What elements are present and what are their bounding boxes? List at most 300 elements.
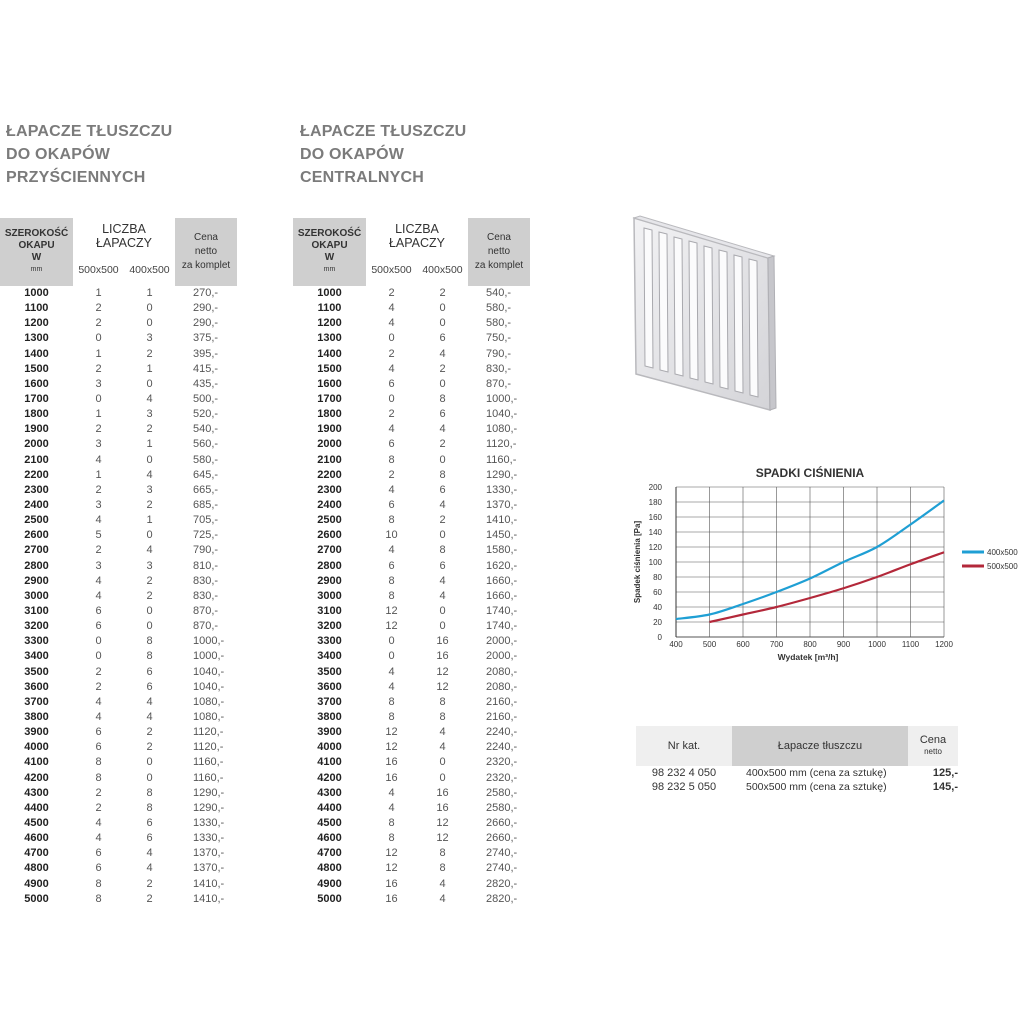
count-400x500: 8 xyxy=(146,635,153,648)
count-500x500: 3 xyxy=(95,499,102,512)
product-row xyxy=(636,780,958,794)
table-row xyxy=(0,331,237,346)
count-400x500: 3 xyxy=(146,332,153,345)
table-row xyxy=(0,437,237,452)
table-row xyxy=(293,301,530,316)
header-price-line1: Cena xyxy=(194,232,218,243)
count-400x500: 0 xyxy=(439,453,446,466)
count-400x500: 0 xyxy=(439,620,446,633)
hood-width: 3300 xyxy=(24,635,49,648)
y-tick-label: 80 xyxy=(653,573,662,582)
count-400x500: 8 xyxy=(439,711,446,723)
count-500x500: 0 xyxy=(95,332,102,345)
count-500x500: 8 xyxy=(388,514,395,527)
title-line: ŁAPACZE TŁUSZCZU xyxy=(300,123,467,140)
grease-filter-image xyxy=(628,212,778,412)
set-price: 1290,- xyxy=(486,468,518,481)
set-price: 1450,- xyxy=(486,529,518,542)
count-400x500: 4 xyxy=(439,726,446,739)
set-price: 1410,- xyxy=(193,877,225,890)
hood-width: 1100 xyxy=(24,302,49,315)
count-400x500: 4 xyxy=(439,423,446,436)
count-400x500: 4 xyxy=(439,574,446,587)
count-400x500: 16 xyxy=(436,635,449,648)
count-400x500: 4 xyxy=(146,862,153,875)
count-400x500: 0 xyxy=(439,771,446,784)
x-tick-label: 400 xyxy=(669,640,683,649)
count-400x500: 4 xyxy=(146,468,153,481)
header-width-line1: SZEROKOŚĆ xyxy=(4,228,69,239)
header-width-line1: SZEROKOŚĆ xyxy=(297,228,362,239)
count-500x500: 4 xyxy=(388,317,395,330)
count-500x500: 2 xyxy=(388,347,395,360)
count-400x500: 16 xyxy=(436,786,449,799)
set-price: 725,- xyxy=(193,529,219,542)
set-price: 2160,- xyxy=(486,711,518,723)
table-row xyxy=(0,801,237,816)
table-row xyxy=(0,574,237,589)
count-400x500: 4 xyxy=(146,847,153,860)
set-price: 830,- xyxy=(486,362,512,375)
table-row xyxy=(293,559,530,574)
count-500x500: 8 xyxy=(388,832,395,845)
count-500x500: 1 xyxy=(95,468,102,481)
set-price: 1160,- xyxy=(486,453,517,466)
set-price: 685,- xyxy=(193,499,219,512)
count-400x500: 0 xyxy=(146,453,153,466)
hood-width: 1300 xyxy=(317,332,342,345)
header-price-line3: za komplet xyxy=(474,260,524,271)
hood-width: 2600 xyxy=(24,529,49,542)
hood-width: 1900 xyxy=(24,423,49,436)
table-row xyxy=(0,407,237,422)
count-400x500: 4 xyxy=(439,892,446,905)
count-500x500: 16 xyxy=(385,771,398,784)
table-row xyxy=(0,695,237,710)
count-500x500: 2 xyxy=(388,287,395,300)
set-price: 870,- xyxy=(193,605,219,618)
table-row xyxy=(293,801,530,816)
hood-width: 3100 xyxy=(317,605,342,618)
count-500x500: 10 xyxy=(385,529,398,542)
title-line: PRZYŚCIENNYCH xyxy=(6,169,146,186)
table-row xyxy=(293,665,530,680)
count-400x500: 1 xyxy=(146,287,153,300)
hood-width: 1800 xyxy=(317,408,342,421)
set-price: 2000,- xyxy=(486,650,518,663)
set-price: 1040,- xyxy=(193,680,225,693)
product-table xyxy=(636,726,958,794)
hood-width: 1500 xyxy=(24,362,49,375)
set-price: 790,- xyxy=(486,347,512,360)
count-500x500: 4 xyxy=(95,832,102,845)
count-500x500: 4 xyxy=(95,589,102,602)
set-price: 2240,- xyxy=(486,741,518,754)
count-400x500: 0 xyxy=(146,771,153,784)
hood-width: 1000 xyxy=(317,287,342,300)
table-row xyxy=(293,892,530,907)
hood-width: 4200 xyxy=(24,771,49,784)
count-500x500: 12 xyxy=(385,862,398,875)
set-price: 1290,- xyxy=(193,801,225,814)
count-400x500: 0 xyxy=(146,377,153,390)
hood-width: 4300 xyxy=(24,786,49,799)
count-500x500: 2 xyxy=(95,680,102,693)
hood-width: 3100 xyxy=(24,605,49,618)
x-axis-ticks xyxy=(669,640,953,649)
product-row xyxy=(636,766,958,780)
table-row xyxy=(0,498,237,513)
set-price: 1080,- xyxy=(193,695,225,708)
chart-title: SPADKI CIŚNIENIA xyxy=(755,466,865,480)
hood-width: 2900 xyxy=(24,574,49,587)
table-row xyxy=(293,846,530,861)
set-price: 1290,- xyxy=(193,786,225,799)
table-row xyxy=(293,861,530,876)
count-500x500: 0 xyxy=(95,393,102,406)
count-400x500: 2 xyxy=(439,514,446,527)
count-500x500: 6 xyxy=(95,620,102,633)
header-price xyxy=(908,726,958,766)
hood-width: 2100 xyxy=(317,453,342,466)
count-400x500: 8 xyxy=(146,786,153,799)
set-price: 830,- xyxy=(193,574,219,587)
count-500x500: 3 xyxy=(95,377,102,390)
count-500x500: 6 xyxy=(388,499,395,512)
count-500x500: 4 xyxy=(388,483,395,496)
count-400x500: 12 xyxy=(436,680,449,693)
y-tick-label: 20 xyxy=(653,618,662,627)
count-500x500: 2 xyxy=(95,786,102,799)
count-400x500: 2 xyxy=(146,892,153,905)
count-400x500: 2 xyxy=(439,287,446,300)
hood-width: 3600 xyxy=(24,680,49,693)
set-price: 2820,- xyxy=(486,877,518,890)
header-price-line1: Cena xyxy=(487,232,511,243)
set-price: 580,- xyxy=(486,302,512,315)
count-400x500: 8 xyxy=(439,468,446,481)
hood-width: 3500 xyxy=(317,665,342,678)
count-500x500: 3 xyxy=(95,438,102,451)
table-row xyxy=(0,710,237,725)
hood-width: 1800 xyxy=(24,408,49,421)
count-400x500: 6 xyxy=(439,483,446,496)
set-price: 2660,- xyxy=(486,816,518,829)
set-price: 1080,- xyxy=(486,423,518,436)
legend-label: 400x500 xyxy=(987,548,1018,557)
table-row xyxy=(0,453,237,468)
table-row xyxy=(0,619,237,634)
set-price: 2000,- xyxy=(486,635,518,648)
count-400x500: 0 xyxy=(439,529,446,542)
set-price: 1040,- xyxy=(486,408,518,421)
set-price: 1660,- xyxy=(486,589,518,602)
count-500x500: 6 xyxy=(388,559,395,572)
hood-width: 3700 xyxy=(24,695,49,708)
hood-width: 5000 xyxy=(24,892,49,905)
table-row xyxy=(0,755,237,770)
set-price: 665,- xyxy=(193,483,219,496)
set-price: 1370,- xyxy=(193,862,225,875)
set-price: 1080,- xyxy=(193,711,225,723)
count-400x500: 2 xyxy=(146,423,153,436)
hood-width: 4000 xyxy=(24,741,49,754)
x-tick-label: 1100 xyxy=(901,640,920,649)
count-400x500: 8 xyxy=(146,801,153,814)
set-price: 1740,- xyxy=(486,605,518,618)
y-tick-label: 40 xyxy=(653,603,662,612)
table-row xyxy=(0,347,237,362)
count-400x500: 4 xyxy=(439,877,446,890)
count-500x500: 4 xyxy=(388,302,395,315)
table-row xyxy=(293,407,530,422)
set-price: 1160,- xyxy=(193,771,224,784)
set-price: 290,- xyxy=(193,302,219,315)
hood-width: 4500 xyxy=(24,816,49,829)
header-width-line2: OKAPU xyxy=(311,240,348,251)
count-400x500: 6 xyxy=(146,816,153,829)
hood-width: 3200 xyxy=(317,620,342,633)
count-400x500: 0 xyxy=(439,377,446,390)
legend-label: 500x500 xyxy=(987,562,1018,571)
header-500x500: 500x500 xyxy=(371,263,412,276)
hood-width: 4500 xyxy=(317,816,342,829)
table-row xyxy=(0,876,237,891)
hood-width: 1100 xyxy=(317,302,342,315)
count-500x500: 1 xyxy=(95,347,102,360)
count-400x500: 2 xyxy=(146,589,153,602)
table-row xyxy=(0,816,237,831)
set-price: 870,- xyxy=(486,377,512,390)
table-row xyxy=(293,347,530,362)
count-500x500: 4 xyxy=(95,816,102,829)
table-row xyxy=(0,892,237,907)
count-400x500: 6 xyxy=(439,332,446,345)
count-400x500: 0 xyxy=(146,529,153,542)
count-400x500: 0 xyxy=(146,317,153,330)
y-tick-label: 120 xyxy=(648,543,662,552)
table-row xyxy=(293,543,530,558)
count-500x500: 4 xyxy=(388,665,395,678)
table-row xyxy=(0,831,237,846)
hood-width: 4100 xyxy=(317,756,342,769)
x-tick-label: 700 xyxy=(769,640,784,649)
hood-width: 3000 xyxy=(24,589,49,602)
hood-width: 3600 xyxy=(317,680,342,693)
hood-width: 1300 xyxy=(24,332,49,345)
catalog-number: 98 232 5 050 xyxy=(651,781,717,793)
count-400x500: 0 xyxy=(146,605,153,618)
count-500x500: 2 xyxy=(95,317,102,330)
count-500x500: 2 xyxy=(95,665,102,678)
set-price: 415,- xyxy=(193,362,219,375)
set-price: 580,- xyxy=(193,453,219,466)
header-width-line2: OKAPU xyxy=(18,240,55,251)
table-row xyxy=(0,634,237,649)
count-500x500: 4 xyxy=(95,514,102,527)
count-400x500: 8 xyxy=(439,695,446,708)
set-price: 1120,- xyxy=(193,741,224,754)
set-price: 290,- xyxy=(193,317,219,330)
y-tick-label: 140 xyxy=(648,528,662,537)
header-price-line2: netto xyxy=(487,246,511,257)
count-500x500: 0 xyxy=(95,650,102,663)
count-500x500: 3 xyxy=(95,559,102,572)
count-400x500: 0 xyxy=(439,756,446,769)
count-500x500: 2 xyxy=(95,544,102,557)
hood-width: 4300 xyxy=(317,786,342,799)
set-price: 1120,- xyxy=(486,438,517,451)
header-catalog-number: Nr kat. xyxy=(636,726,732,766)
chart-legend xyxy=(962,548,1018,571)
title-central-hoods xyxy=(300,120,466,189)
count-400x500: 0 xyxy=(146,302,153,315)
x-tick-label: 800 xyxy=(803,640,817,649)
count-500x500: 8 xyxy=(95,756,102,769)
count-400x500: 2 xyxy=(146,877,153,890)
count-500x500: 2 xyxy=(388,468,395,481)
set-price: 2580,- xyxy=(486,786,518,799)
hood-width: 4600 xyxy=(24,832,49,845)
hood-width: 1400 xyxy=(24,347,49,360)
title-line: CENTRALNYCH xyxy=(300,169,424,186)
count-400x500: 4 xyxy=(439,499,446,512)
count-400x500: 12 xyxy=(436,816,449,829)
header-width xyxy=(293,218,366,286)
series-line-500x500 xyxy=(710,552,945,622)
count-500x500: 8 xyxy=(388,711,395,723)
table-row xyxy=(293,483,530,498)
x-axis-label: Wydatek [m³/h] xyxy=(777,652,839,662)
count-500x500: 12 xyxy=(385,847,398,860)
hood-width: 3400 xyxy=(24,650,49,663)
hood-width: 2400 xyxy=(24,499,49,512)
count-500x500: 8 xyxy=(388,589,395,602)
y-axis-ticks xyxy=(649,483,663,642)
count-400x500: 2 xyxy=(146,741,153,754)
catalog-number: 98 232 4 050 xyxy=(651,767,717,779)
set-price: 2320,- xyxy=(486,756,518,769)
count-500x500: 12 xyxy=(385,741,398,754)
hood-width: 1700 xyxy=(317,393,342,406)
set-price: 1040,- xyxy=(193,665,225,678)
set-price: 830,- xyxy=(193,589,219,602)
table-row xyxy=(293,331,530,346)
header-price-line1: Cena xyxy=(919,734,947,746)
hood-width: 4800 xyxy=(317,862,342,875)
hood-width: 4700 xyxy=(24,847,49,860)
table-row xyxy=(0,392,237,407)
header-price xyxy=(468,218,530,286)
x-tick-label: 600 xyxy=(736,640,750,649)
count-500x500: 1 xyxy=(95,287,102,300)
table-row xyxy=(293,392,530,407)
set-price: 1620,- xyxy=(486,559,518,572)
table-row xyxy=(0,513,237,528)
count-500x500: 6 xyxy=(95,862,102,875)
title-line: ŁAPACZE TŁUSZCZU xyxy=(6,123,173,140)
table-row xyxy=(0,316,237,331)
count-400x500: 16 xyxy=(436,650,449,663)
hood-width: 1600 xyxy=(317,377,342,390)
set-price: 1330,- xyxy=(486,483,518,496)
hood-width: 2300 xyxy=(24,483,49,496)
set-price: 270,- xyxy=(193,287,219,300)
header-400x500: 400x500 xyxy=(422,263,463,276)
y-axis-label: Spadek ciśnienia [Pa] xyxy=(633,520,642,604)
count-500x500: 2 xyxy=(95,801,102,814)
table-row xyxy=(293,286,530,301)
hood-width: 2000 xyxy=(24,438,49,451)
count-500x500: 4 xyxy=(95,574,102,587)
count-500x500: 4 xyxy=(388,423,395,436)
y-tick-label: 0 xyxy=(657,633,662,642)
set-price: 2080,- xyxy=(486,665,518,678)
count-500x500: 8 xyxy=(95,892,102,905)
y-tick-label: 200 xyxy=(648,483,662,492)
set-price: 1580,- xyxy=(486,544,518,557)
count-400x500: 4 xyxy=(439,741,446,754)
count-500x500: 0 xyxy=(388,393,395,406)
hood-width: 4700 xyxy=(317,847,342,860)
count-400x500: 4 xyxy=(439,589,446,602)
count-500x500: 8 xyxy=(388,453,395,466)
hood-width: 3500 xyxy=(24,665,49,678)
count-400x500: 3 xyxy=(146,483,153,496)
count-500x500: 0 xyxy=(388,332,395,345)
table-row xyxy=(0,468,237,483)
count-400x500: 8 xyxy=(439,393,446,406)
table-row xyxy=(293,316,530,331)
count-500x500: 4 xyxy=(388,680,395,693)
count-400x500: 4 xyxy=(146,544,153,557)
count-500x500: 12 xyxy=(385,726,398,739)
table-row xyxy=(0,483,237,498)
count-400x500: 0 xyxy=(439,302,446,315)
hood-width: 2400 xyxy=(317,499,342,512)
table-row xyxy=(0,589,237,604)
count-400x500: 1 xyxy=(146,514,153,527)
hood-width: 3700 xyxy=(317,695,342,708)
count-400x500: 3 xyxy=(146,559,153,572)
table-row xyxy=(0,680,237,695)
table-row xyxy=(293,453,530,468)
count-400x500: 4 xyxy=(439,347,446,360)
table-row xyxy=(0,846,237,861)
hood-width: 4400 xyxy=(24,801,49,814)
header-500x500: 500x500 xyxy=(78,263,119,276)
hood-width: 3400 xyxy=(317,650,342,663)
set-price: 375,- xyxy=(193,332,219,345)
count-400x500: 1 xyxy=(146,438,153,451)
x-tick-label: 900 xyxy=(836,640,851,649)
table-row xyxy=(293,574,530,589)
count-500x500: 1 xyxy=(95,408,102,421)
count-500x500: 0 xyxy=(95,635,102,648)
header-price-line2: netto xyxy=(194,246,218,257)
header-count: LICZBA ŁAPACZY xyxy=(95,221,153,250)
header-count: LICZBA ŁAPACZY xyxy=(388,221,446,250)
hood-width: 2800 xyxy=(317,559,342,572)
hood-width: 2700 xyxy=(24,544,49,557)
table-row xyxy=(293,528,530,543)
product-price: 125,- xyxy=(932,767,958,779)
count-500x500: 2 xyxy=(95,483,102,496)
set-price: 2820,- xyxy=(486,892,518,905)
set-price: 2580,- xyxy=(486,801,518,814)
y-tick-label: 160 xyxy=(648,513,662,522)
x-tick-label: 1000 xyxy=(868,640,886,649)
